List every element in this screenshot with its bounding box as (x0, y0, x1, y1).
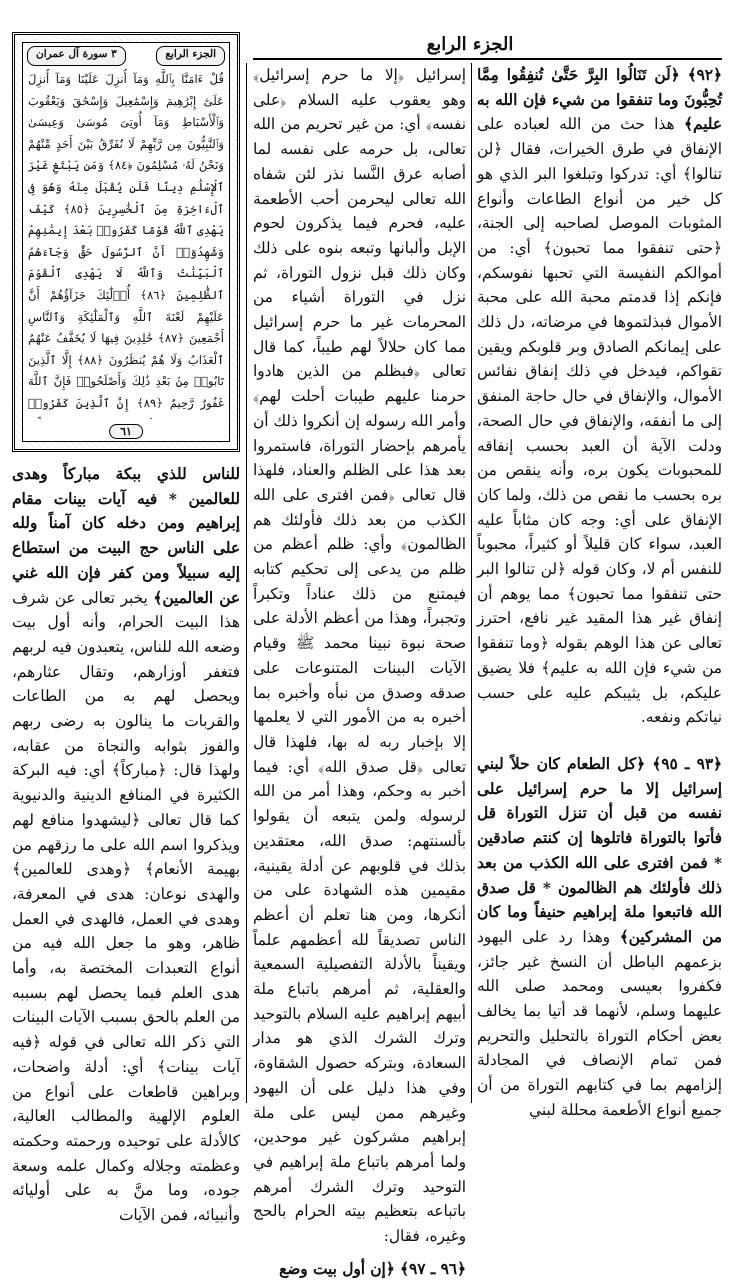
commentary-text: هذا حث من الله لعباده على الإنفاق في طرق الخيرات، فقال ﴿لن تنالوا﴾ أي: تدركوا وتبلغوا البر الذي هو كل خير من أنواع الطاعات وأنواع المثوبات الموصل لصاحبه إلى الجنة، ﴿حتى تنفقوا مما تحبون﴾ أي: من أموالكم النفيسة التي تحبها نفوسكم، فإنكم إذا قدمتم محبة الله على محبة الأموال فبذلتموها في مرضاته، دل ذلك على إيمانكم الصادق وبر قلوبكم ويقين تقواكم، فيدخل في ذلك إنفاق نفائس الأموال، والإنفاق في حال حاجة المنفق إلى ما أنفقه، والإنفاق في حال الصحة، ودلت الآية أن العبد بحسب إنفاقه للمحبوبات يكون بره، وأنه ينقص من بره بحسب ما نقص من ذلك، ولما كان الإنفاق على أي: وجه كان مثاباً عليه العبد، سواء كان قليلاً أو كثيراً، محبوباً للنفس أم لا، وكان قوله ﴿لن تنالوا البر حتى تنفقوا مما تحبون﴾ مما يوهم أن إنفاق غير هذا المقيد غير نافع، احترز تعالى عن هذا الوهم بقوله ﴿وما تنفقوا من شيء فإن الله به عليم﴾ فلا يضيق عليكم، بل يثيبكم عليه على حسب نياتكم ونفعه. (477, 115, 722, 727)
mushaf-surah-label: ٣ سورة آل عمران (27, 46, 126, 66)
left-column (12, 462, 240, 1228)
header-rule (253, 58, 722, 60)
mushaf-frame (12, 32, 240, 452)
running-header: الجزء الرابع (426, 34, 514, 55)
right-column (477, 63, 722, 1123)
column-divider (471, 63, 472, 1103)
section-gap (477, 730, 722, 752)
mushaf-header (27, 46, 225, 66)
commentary-text: إسرائيل ﴿إلا ما حرم إسرائيل﴾ وهو يعقوب عليه السلام ﴿على نفسه﴾ أي: من غير تحريم من الله تعالى، بل حرمه على نفسه لما أصابه عرق النَّسا نذر لئن شفاه الله تعالى ليحرمن أحب الأطعمة عليه، فحرم فيما يذكرون لحوم الإبل وألبانها وتبعه بنوه على ذلك وكان ذلك قبل نزول التوراة، ثم نزل في التوراة أشياء من المحرمات غير ما حرم إسرائيل مما كان حلالاً لهم طيباً، كما قال تعالى ﴿فبظلم من الذين هادوا حرمنا عليهم طيبات أحلت لهم﴾ وأمر الله رسوله إن أنكروا ذلك أن يأمرهم بإحضار التوراة، فاستمروا بعد هذا على الظلم والعناد، فلهذا قال تعالى ﴿فمن افترى على الله الكذب من بعد ذلك فأولئك هم الظالمون﴾ وأي: ظلم أعظم من ظلم من يدعى إلى تحكيم كتابه فيمتنع من ذلك عناداً وتكبراً وتجبراً، وهذا من أعظم الأدلة على صحة نبوة نبينا محمد ﷺ وقيام الآيات البينات المتنوعات على صدقه وصدق من نبأه وأخبره بما أخبره به من الأمور التي لا يعلمها إلا بإخبار ربه له بها، فلهذا قال تعالى ﴿قل صدق الله﴾ أي: فيما أخبر به وحكم، وهذا أمر من الله لرسوله ولمن يتبعه أن يقولوا بألسنتهم: صدق الله، معتقدين بذلك في قلوبهم عن أدلة يقينية، مقيمين هذه الشهادة على من أنكرها، ومن هنا تعلم أن أعظم الناس تصديقاً لله أعظمهم علماً ويقيناً بالأدلة التفصيلية السمعية والعقلية، ثم أمرهم باتباع ملة أبيهم إبراهيم عليه السلام بالتوحيد وترك الشرك الذي هو مدار السعادة، وبتركه حصول الشقاوة، وفي هذا دليل على أن اليهود وغيرهم ممن ليس على ملة إبراهيم مشركون غير موحدين، ولما أمرهم باتباع ملة إبراهيم في التوحيد وترك الشرك أمرهم باتباعه بتعظيم بيته الحرام بالحج وغيره، فقال: (253, 66, 466, 1246)
verse-quote: ﴿٩٣ ـ ٩٥﴾ ﴿كل الطعام كان حلاً لبني إسرائيل إلا ما حرم إسرائيل على نفسه من قبل أن تنزل التوراة قل فأتوا بالتوراة فاتلوها إن كنتم صادقين * فمن افترى على الله الكذب من بعد ذلك فأولئك هم الظالمون * قل صدق الله فاتبعوا ملة إبراهيم حنيفاً وما كان من المشركين﴾ (477, 754, 723, 946)
mushaf-inner (22, 42, 230, 442)
commentary-text: يخبر تعالى عن شرف هذا البيت الحرام، وأنه أول بيت وضعه الله للناس، يتعبدون فيه لربهم فتغفر أوزارهم، وتقال عثارهم، ويحصل لهم به من الطاعات والقربات ما ينالون به رضى ربهم والفوز بثوابه والنجاة من عقابه، ولهذا قال: ﴿مباركاً﴾ أي: فيه البركة الكثيرة في المنافع الدينية والدنيوية كما قال تعالى ﴿ليشهدوا منافع لهم ويذكروا اسم الله على ما رزقهم من بهيمة الأنعام﴾ ﴿وهدى للعالمين﴾ والهدى نوعان: هدى في المعرفة، وهدى في العمل، فالهدى في العمل ظاهر، وهو ما جعل الله فيه من أنواع التعبدات المختصة به، وأما هدى العلم فبما يحصل لهم بسببه من العلم بالحق بسبب الآيات البينات التي ذكر الله تعالى في قوله ﴿فيه آيات بينات﴾ أي: أدلة واضحات، وبراهين قاطعات على أنواع من العلوم الإلهية والمطالب العالية، كالأدلة على توحيده ورحمته وحكمته وعظمته وجلاله وكمال علمه وسعة جوده، وما منَّ به على أوليائه وأنبيائه، فمن الآيات (12, 588, 240, 1225)
commentary-text: وهذا رد على اليهود بزعمهم الباطل أن النسخ غير جائز، فكفروا بعيسى ومحمد صلى الله عليهما وسلم، لأنهما قد أتيا بما يخالف بعض أحكام التوراة بالتحليل والتحريم فمن تمام الإنصاف في المجادلة إلزامهم بما في كتابهم التوراة من أن جميع أنواع الأطعمة محللة لبني (477, 927, 722, 1119)
middle-column (253, 63, 466, 1281)
verse-quote: ﴿٩٢﴾ ﴿لَن تَنَالُوا البِرَّ حَتَّىٰ تُنفِقُوا مِمَّا تُحِبُّونَ وما تنفقوا من شيء فإن الله به عليم﴾ (477, 66, 722, 134)
mushaf-juz-label: الجزء الرابع (156, 46, 225, 66)
verse-quote: للناس للذي ببكة مباركاً وهدى للعالمين * فيه آيات بينات مقام إبراهيم ومن دخله كان آمناً ولله على الناس حج البيت من استطاع إليه سبيلاً ومن كفر فإن الله غني عن العالمين﴾ (12, 465, 240, 607)
mushaf-page-number: ٦١ (109, 424, 143, 439)
mushaf-verses: قُلْ ءَامَنَّا بِٱللَّهِ وَمَآ أُنزِلَ عَلَيْنَا وَمَآ أُنزِلَ عَلَىٰٓ إِبْرَٰهِيمَ وَإِسْمَٰعِيلَ وَإِسْحَٰقَ وَيَعْقُوبَ وَٱلْأَسْبَاطِ وَمَآ أُوتِىَ مُوسَىٰ وَعِيسَىٰ وَٱلنَّبِيُّونَ مِن رَّبِّهِمْ لَا نُفَرِّقُ بَيْنَ أَحَدٍ مِّنْهُمْ وَنَحْنُ لَهُۥ مُسْلِمُونَ ﴿٨٤﴾ وَمَن يَبْتَغِ غَيْرَ ٱلْإِسْلَٰمِ دِينًا فَلَن يُقْبَلَ مِنْهُ وَهُوَ فِى ٱلْءَاخِرَةِ مِنَ ٱلْخَٰسِرِينَ ﴿٨٥﴾ كَيْفَ يَهْدِى ٱللَّهُ قَوْمًا كَفَرُوا۟ بَعْدَ إِيمَٰنِهِمْ وَشَهِدُوٓا۟ أَنَّ ٱلرَّسُولَ حَقٌّ وَجَآءَهُمُ ٱلْبَيِّنَٰتُ وَٱللَّهُ لَا يَهْدِى ٱلْقَوْمَ ٱلظَّٰلِمِينَ ﴿٨٦﴾ أُو۟لَٰٓئِكَ جَزَآؤُهُمْ أَنَّ عَلَيْهِمْ لَعْنَةَ ٱللَّهِ وَٱلْمَلَٰٓئِكَةِ وَٱلنَّاسِ أَجْمَعِينَ ﴿٨٧﴾ خَٰلِدِينَ فِيهَا لَا يُخَفَّفُ عَنْهُمُ ٱلْعَذَابُ وَلَا هُمْ يُنظَرُونَ ﴿٨٨﴾ إِلَّا ٱلَّذِينَ تَابُوا۟ مِنۢ بَعْدِ ذَٰلِكَ وَأَصْلَحُوا۟ فَإِنَّ ٱللَّهَ غَفُورٌ رَّحِيمٌ ﴿٨٩﴾ إِنَّ ٱلَّذِينَ كَفَرُوا۟ (28, 72, 224, 410)
verse-quote: ﴿٩٦ ـ ٩٧﴾ ﴿إن أول بيت وضع (279, 1259, 466, 1278)
column-divider (246, 63, 247, 1103)
